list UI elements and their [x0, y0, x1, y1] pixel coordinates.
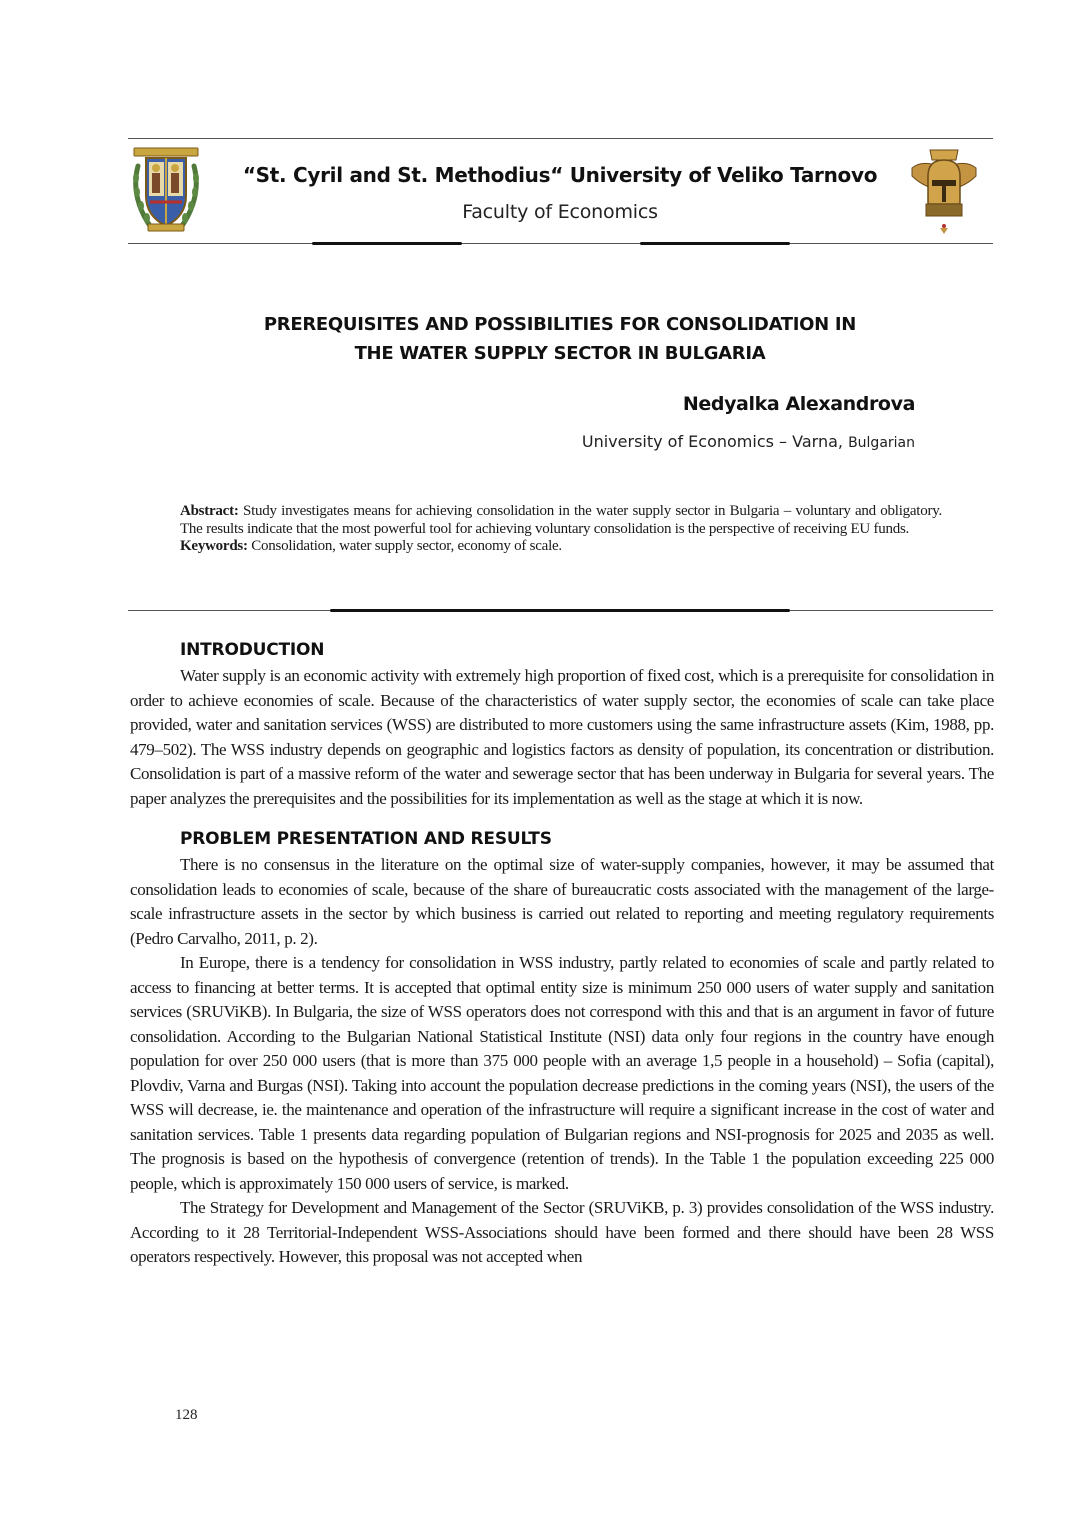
university-name: “St. Cyril and St. Methodius“ University of Veliko Tarnovo: [242, 163, 878, 187]
paper-title: [160, 310, 960, 368]
abstract-paragraph: [180, 503, 942, 538]
faculty-helmet-emblem-icon: [908, 146, 980, 238]
page-number: 128: [175, 1407, 198, 1423]
author-name: Nedyalka Alexandrova: [682, 393, 915, 415]
keywords-text: Consolidation, water supply sector, economy of scale.: [247, 538, 562, 554]
header-bottom-accent-right: [640, 242, 790, 245]
abstract-text: Study investigates means for achieving consolidation in the water supply sector in Bulgaria – voluntary and obligatory. The results indicate that the most powerful tool for achieving voluntary consolidation is the perspective of receiving EU funds.: [180, 503, 942, 537]
abstract-block: [180, 503, 942, 556]
introduction-paragraph-1: Water supply is an economic activity with extremely high proportion of fixed cost, which is a prerequisite for consolidation in order to achieve economies of scale. Because of the characteristics of water supply sector, the economies of scale can take place provided, water and sanitation services (WSS) are distributed to more customers using the same infrastructure assets (Kim, 1988, pp. 479–502). The WSS industry depends on geographic and logistics factors as density of population, its concentration or distribution. Consolidation is part of a massive reform of the water and sewerage sector that has been underway in Bulgaria for several years. The paper analyzes the prerequisites and the possibilities for its implementation as well as the stage at which it is now.: [130, 666, 994, 808]
abstract-label: Abstract:: [180, 503, 239, 519]
header-top-rule: [128, 138, 993, 139]
keywords-label: Keywords:: [180, 538, 248, 554]
affiliation-university: University of Economics – Varna,: [581, 432, 849, 451]
header-bottom-rule: [128, 243, 993, 244]
section-heading-introduction: INTRODUCTION: [180, 640, 325, 660]
header-bottom-accent-left: [312, 242, 462, 245]
section-gap: [130, 811, 994, 825]
author-affiliation: [582, 432, 915, 451]
keywords-paragraph: [180, 538, 942, 556]
affiliation-country: Bulgarian: [848, 435, 915, 451]
section-heading-problem: PROBLEM PRESENTATION AND RESULTS: [180, 829, 552, 849]
problem-paragraph-1: There is no consensus in the literature on the optimal size of water-supply companies, however, it may be assumed that consolidation leads to economies of scale, because of the share of bureaucratic costs associated with the management of the large-scale infrastructure assets in the sector by which business is carried out related to reporting and meeting regulatory requirements (Pedro Carvalho, 2011, p. 2).: [130, 855, 994, 948]
article-body: [130, 636, 994, 1270]
paper-title-line-2: THE WATER SUPPLY SECTOR IN BULGARIA: [354, 343, 766, 364]
problem-paragraph-2: In Europe, there is a tendency for consolidation in WSS industry, partly related to economies of scale and partly related to access to financing at better terms. It is accepted that optimal entity size is minimum 250 000 users of water supply and sanitation services (SRUViKB). In Bulgaria, the size of WSS operators does not correspond with this and that is an argument in favor of future consolidation. According to the Bulgarian National Statistical Institute (NSI) data only four regions in the country have enough population for over 250 000 users (that is more than 375 000 people with an average 1,5 people in a household) – Sofia (capital), Plovdiv, Varna and Burgas (NSI). Taking into account the population decrease predictions in the coming years (NSI), the users of the WSS will decrease, ie. the maintenance and operation of the infrastructure will require a significant increase in the cost of water and sanitation services. Table 1 presents data regarding population of Bulgarian regions and NSI-prognosis for 2025 and 2035 as well. The prognosis is based on the hypothesis of convergence (retention of trends). In the Table 1 the population exceeding 225 000 people, which is approximately 150 000 users of service, is marked.: [130, 953, 994, 1193]
university-crest-icon: [128, 146, 204, 236]
paper-title-line-1: PREREQUISITES AND POSSIBILITIES FOR CONSOLIDATION IN: [263, 314, 857, 335]
problem-paragraph-3: The Strategy for Development and Management of the Sector (SRUViKB, p. 3) provides consolidation of the WSS industry. According to it 28 Territorial-Independent WSS-Associations should have been formed and there should have been 28 WSS operators respectively. However, this proposal was not accepted when: [130, 1198, 994, 1266]
faculty-name: Faculty of Economics: [462, 201, 658, 223]
abstract-bottom-accent: [330, 609, 790, 612]
